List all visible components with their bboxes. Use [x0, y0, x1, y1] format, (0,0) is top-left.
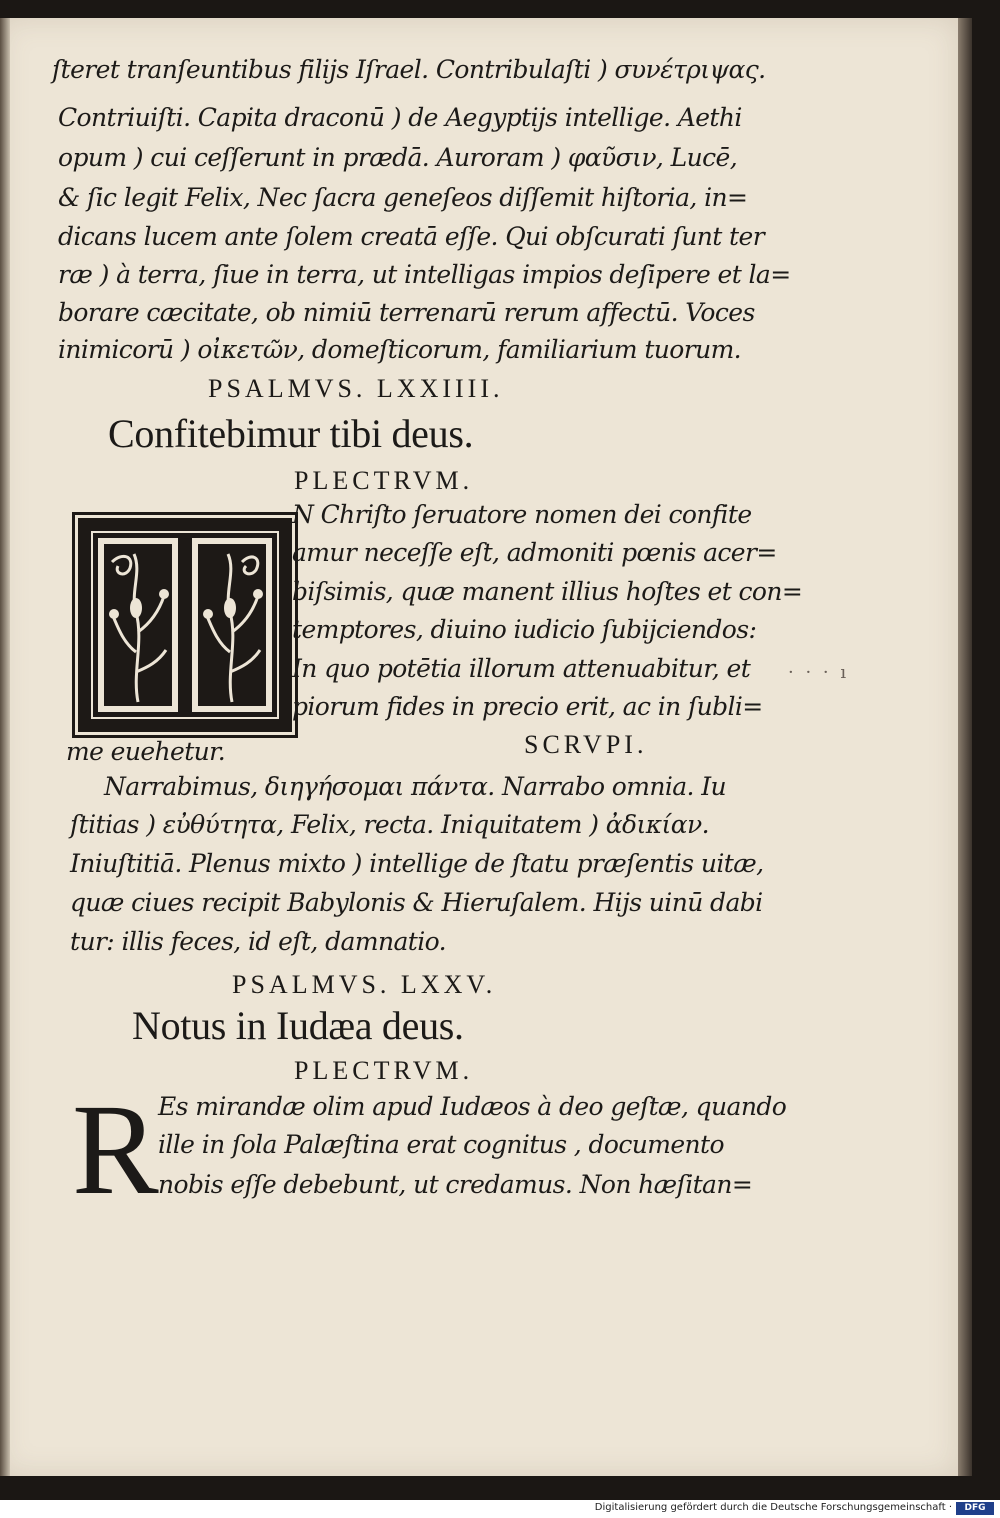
text-line: borare cæcitate, ob nimiū terrenarū rerum affectū. Voces: [58, 298, 755, 327]
psalm-incipit: Notus in Iudæa deus.: [132, 1003, 464, 1048]
scrupi-heading: SCRVPI.: [524, 730, 648, 759]
text-line: nobis eſſe debebunt, ut credamus. Non hæſitan=: [158, 1170, 753, 1199]
text-line: ſtitias ) εὐθύτητα, Felix, recta. Iniquitatem ) ἀδικίαν.: [70, 810, 709, 839]
psalm-heading: PSALMVS. LXXV.: [232, 970, 497, 999]
text-line: Contriuiſti. Capita draconū ) de Aegyptijs intellige. Aethi: [58, 103, 742, 132]
plectrum-heading: PLECTRVM.: [294, 466, 474, 495]
text-line: me euehetur.: [66, 737, 226, 766]
marginal-mark: · · · ı: [788, 662, 850, 683]
text-line: ræ ) à terra, ſiue in terra, ut intelligas impios deſipere et la=: [58, 260, 791, 289]
dfg-logo: DFG: [956, 1502, 994, 1515]
text-line: ille in ſola Palæſtina erat cognitus , documento: [158, 1130, 724, 1159]
text-line: & ſic legit Felix, Nec ſacra geneſeos diſſemit hiſtoria, in=: [58, 183, 748, 212]
initial-letter-r: R: [72, 1078, 159, 1222]
page-gutter: [0, 18, 10, 1476]
text-line: Es mirandæ olim apud Iudæos à deo geſtæ, quando: [158, 1092, 787, 1121]
text-line: inimicorū ) οἰκετῶν, domeſticorum, familiarium tuorum.: [58, 335, 742, 364]
plectrum-heading: PLECTRVM.: [294, 1056, 474, 1085]
footer-bar: [0, 1500, 1000, 1518]
text-line: temptores, diuino iudicio ſubijciendos:: [292, 615, 757, 644]
text-line: amur neceſſe eſt, admoniti pœnis acer=: [292, 538, 777, 567]
page-edge: [958, 18, 972, 1476]
text-line: Iniuſtitiā. Plenus mixto ) intellige de ſtatu præſentis uitæ,: [70, 849, 764, 878]
text-line: N Chriſto ſeruatore nomen dei confite: [292, 500, 752, 529]
footer-credit: Digitalisierung gefördert durch die Deutsche Forschungsgemeinschaft ·: [594, 1502, 952, 1513]
text-line: piorum fides in precio erit, ac in ſubli=: [292, 692, 763, 721]
decorated-initial-i: [78, 518, 292, 732]
text-line: ſteret tranſeuntibus filijs Iſrael. Contribulaſti ) συνέτριψας.: [52, 55, 766, 84]
text-line: dicans lucem ante ſolem creatā eſſe. Qui obſcurati ſunt ter: [58, 222, 765, 251]
text-line: Narrabimus, διηγήσομαι πάντα. Narrabo omnia. Iu: [104, 772, 726, 801]
text-line: biſsimis, quæ manent illius hoſtes et con=: [292, 577, 803, 606]
psalm-heading: PSALMVS. LXXIIII.: [208, 374, 504, 403]
text-line: quæ ciues recipit Babylonis & Hieruſalem. Hijs uinū dabi: [70, 888, 763, 917]
text-line: tur: illis feces, id eſt, damnatio.: [70, 927, 446, 956]
text-line: In quo potētia illorum attenuabitur, et: [292, 654, 751, 683]
psalm-incipit: Confitebimur tibi deus.: [108, 411, 474, 456]
text-line: opum ) cui ceſſerunt in prædā. Auroram ) φαῦσιν, Lucē,: [58, 143, 738, 172]
